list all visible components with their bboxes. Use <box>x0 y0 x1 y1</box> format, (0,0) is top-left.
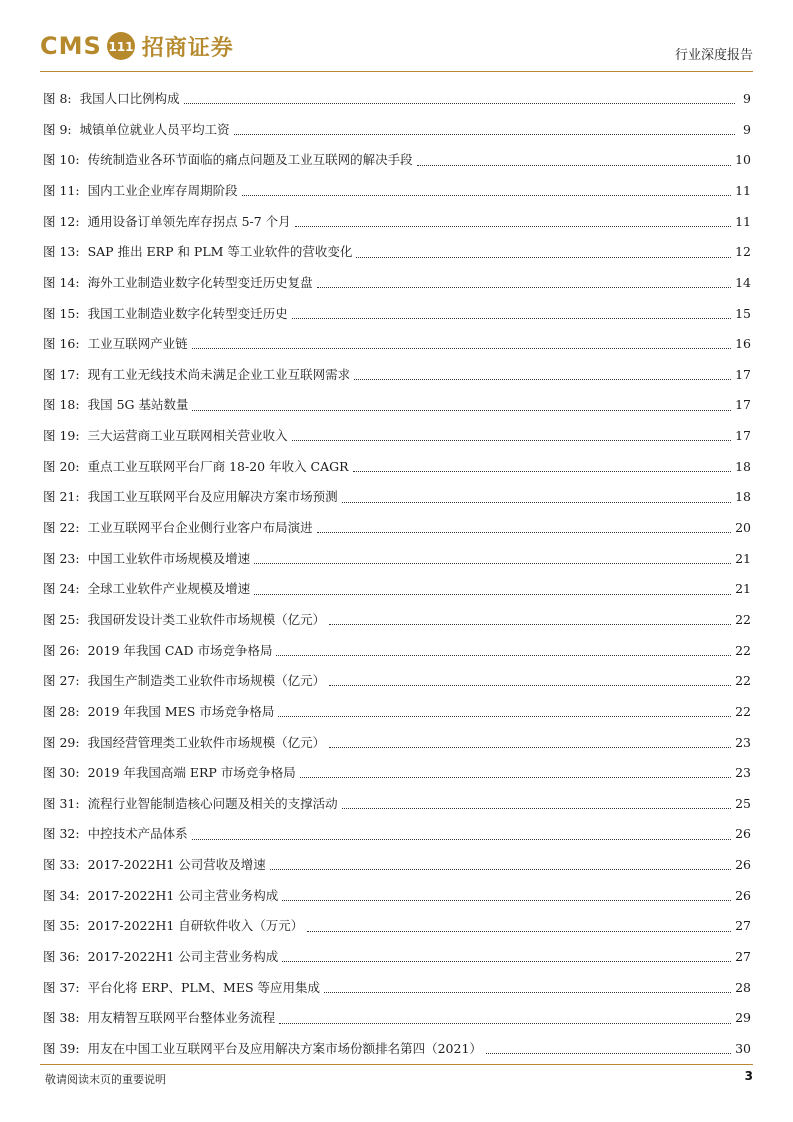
logo-text-cn: 招商证券 <box>141 34 234 61</box>
figure-title: SAP 推出 ERP 和 PLM 等工业软件的营收变化 <box>87 244 353 260</box>
toc-entry[interactable] <box>43 298 751 329</box>
figure-label: 图 21: <box>43 489 80 505</box>
figure-page-number: 11 <box>735 182 751 198</box>
toc-entry[interactable] <box>43 482 751 513</box>
figure-page-number: 9 <box>743 121 751 137</box>
figure-label: 图 17: <box>43 366 80 382</box>
page-header <box>40 28 753 72</box>
dot-leader <box>254 593 731 595</box>
figure-title: 三大运营商工业互联网相关营业收入 <box>87 428 288 444</box>
figure-label: 图 10: <box>43 152 80 168</box>
toc-entry[interactable] <box>43 268 751 299</box>
dot-leader <box>184 102 735 104</box>
dot-leader <box>292 317 731 319</box>
figure-page-number: 14 <box>735 274 751 290</box>
toc-entry[interactable] <box>43 666 751 697</box>
figure-label: 图 23: <box>43 550 80 566</box>
toc-entry[interactable] <box>43 973 751 1004</box>
figure-title: 全球工业软件产业规模及增速 <box>87 581 251 597</box>
dot-leader <box>234 133 735 135</box>
figure-label: 图 28: <box>43 703 80 719</box>
toc-entry[interactable] <box>43 176 751 207</box>
figure-page-number: 29 <box>735 1010 751 1026</box>
dot-leader <box>486 1052 731 1054</box>
figure-title: 2017-2022H1 公司主营业务构成 <box>87 949 279 964</box>
figure-title: 平台化将 ERP、PLM、MES 等应用集成 <box>87 979 320 995</box>
figure-page-number: 27 <box>735 949 751 964</box>
figure-page-number: 26 <box>735 857 751 873</box>
figure-label: 图 27: <box>43 673 80 689</box>
dot-leader <box>279 1022 731 1024</box>
figure-page-number: 28 <box>735 979 751 995</box>
figure-page-number: 18 <box>735 489 751 505</box>
figure-page-number: 17 <box>735 397 751 413</box>
toc-entry[interactable] <box>43 697 751 728</box>
figure-page-number: 17 <box>735 428 751 444</box>
figure-label: 图 24: <box>43 581 80 597</box>
toc-entry[interactable] <box>43 360 751 391</box>
figure-page-number: 27 <box>735 918 751 934</box>
figure-page-number: 10 <box>735 152 751 168</box>
figure-page-number: 11 <box>735 213 751 229</box>
report-type-label: 行业深度报告 <box>674 48 753 63</box>
figure-title: 用友在中国工业互联网平台及应用解决方案市场份额排名第四（2021） <box>87 1040 482 1056</box>
figure-page-number: 12 <box>735 244 751 260</box>
figure-page-number: 22 <box>735 642 751 658</box>
dot-leader <box>278 715 731 717</box>
figure-title: 我国人口比例构成 <box>79 91 180 107</box>
dot-leader <box>317 531 731 533</box>
toc-entry[interactable] <box>43 727 751 758</box>
figure-page-number: 26 <box>735 826 751 842</box>
toc-entry[interactable] <box>43 544 751 575</box>
toc-entry[interactable] <box>43 207 751 238</box>
dot-leader <box>295 225 731 227</box>
toc-entry[interactable] <box>43 911 751 942</box>
dot-leader <box>354 378 731 380</box>
figure-title: 我国经营管理类工业软件市场规模（亿元） <box>87 734 326 750</box>
toc-entry[interactable] <box>43 1034 751 1065</box>
figure-page-number: 20 <box>735 520 751 536</box>
dot-leader <box>192 838 731 840</box>
dot-leader <box>353 470 732 472</box>
figure-label: 图 8: <box>43 91 72 107</box>
toc-entry[interactable] <box>43 421 751 452</box>
figure-title: 现有工业无线技术尚未满足企业工业互联网需求 <box>87 366 351 382</box>
figure-label: 图 16: <box>43 336 80 352</box>
figure-label: 图 14: <box>43 274 80 290</box>
figure-title: 重点工业互联网平台厂商 18-20 年收入 CAGR <box>87 458 349 474</box>
figure-label: 图 9: <box>43 121 72 137</box>
figure-label: 图 13: <box>43 244 80 260</box>
toc-entry[interactable] <box>43 850 751 881</box>
figure-label: 图 22: <box>43 520 80 536</box>
cms-logo <box>40 28 234 64</box>
dot-leader <box>254 562 731 564</box>
figure-title: 工业互联网产业链 <box>87 336 188 352</box>
dot-leader <box>329 623 731 625</box>
toc-entry[interactable] <box>43 452 751 483</box>
dot-leader <box>282 960 731 962</box>
figure-label: 图 39: <box>43 1040 80 1056</box>
figure-page-number: 22 <box>735 703 751 719</box>
toc-entry[interactable] <box>43 758 751 789</box>
figure-list <box>43 84 751 1065</box>
logo-emblem-icon <box>106 31 136 61</box>
dot-leader <box>292 439 731 441</box>
figure-label: 图 19: <box>43 428 80 444</box>
dot-leader <box>307 930 731 932</box>
figure-title: 国内工业企业库存周期阶段 <box>87 182 238 198</box>
toc-entry[interactable] <box>43 789 751 820</box>
toc-entry[interactable] <box>43 145 751 176</box>
figure-label: 图 12: <box>43 213 80 229</box>
dot-leader <box>329 746 731 748</box>
figure-label: 图 32: <box>43 826 80 842</box>
figure-label: 图 35: <box>43 918 80 934</box>
figure-page-number: 18 <box>735 458 751 474</box>
figure-title: 用友精智互联网平台整体业务流程 <box>87 1010 276 1026</box>
dot-leader <box>300 776 731 778</box>
figure-label: 图 30: <box>43 765 80 781</box>
figure-label: 图 15: <box>43 305 80 321</box>
toc-entry[interactable] <box>43 574 751 605</box>
figure-title: 城镇单位就业人员平均工资 <box>79 121 230 137</box>
figure-title: 2017-2022H1 公司营收及增速 <box>87 857 266 873</box>
figure-title: 2017-2022H1 自研软件收入（万元） <box>87 918 304 934</box>
figure-title: 我国生产制造类工业软件市场规模（亿元） <box>87 673 326 689</box>
dot-leader <box>329 684 731 686</box>
figure-page-number: 21 <box>735 581 751 597</box>
toc-entry[interactable] <box>43 390 751 421</box>
figure-page-number: 22 <box>735 673 751 689</box>
toc-entry[interactable] <box>43 605 751 636</box>
figure-page-number: 16 <box>735 336 751 352</box>
footer-divider <box>40 1064 753 1065</box>
figure-title: 我国工业制造业数字化转型变迁历史 <box>87 305 288 321</box>
toc-entry[interactable] <box>43 881 751 912</box>
figure-title: 我国 5G 基站数量 <box>87 397 189 413</box>
figure-page-number: 25 <box>735 795 751 811</box>
toc-entry[interactable] <box>43 115 751 146</box>
figure-label: 图 25: <box>43 611 80 627</box>
figure-title: 工业互联网平台企业侧行业客户布局演进 <box>87 520 313 536</box>
figure-label: 图 34: <box>43 887 80 903</box>
figure-title: 中国工业软件市场规模及增速 <box>87 550 251 566</box>
logo-text-en: CMS <box>40 32 102 60</box>
figure-title: 我国工业互联网平台及应用解决方案市场预测 <box>87 489 338 505</box>
figure-page-number: 9 <box>743 91 751 107</box>
dot-leader <box>417 164 731 166</box>
figure-title: 流程行业智能制造核心问题及相关的支撑活动 <box>87 795 338 811</box>
toc-entry[interactable] <box>43 84 751 115</box>
figure-page-number: 30 <box>735 1040 751 1056</box>
page-number: 3 <box>744 1069 753 1083</box>
dot-leader <box>356 256 731 258</box>
figure-page-number: 26 <box>735 887 751 903</box>
toc-entry[interactable] <box>43 1003 751 1034</box>
figure-page-number: 21 <box>735 550 751 566</box>
figure-title: 通用设备订单领先库存拐点 5-7 个月 <box>87 213 291 229</box>
dot-leader <box>282 899 731 901</box>
toc-entry[interactable] <box>43 819 751 850</box>
figure-page-number: 22 <box>735 611 751 627</box>
figure-label: 图 11: <box>43 182 80 198</box>
dot-leader <box>242 194 731 196</box>
dot-leader <box>342 807 731 809</box>
svg-text:111: 111 <box>108 40 134 54</box>
dot-leader <box>324 991 731 993</box>
toc-entry[interactable] <box>43 942 751 973</box>
dot-leader <box>270 868 731 870</box>
figure-label: 图 38: <box>43 1010 80 1026</box>
figure-title: 海外工业制造业数字化转型变迁历史复盘 <box>87 274 313 290</box>
figure-title: 中控技术产品体系 <box>87 826 188 842</box>
toc-entry[interactable] <box>43 636 751 667</box>
dot-leader <box>342 501 731 503</box>
toc-entry[interactable] <box>43 513 751 544</box>
dot-leader <box>276 654 731 656</box>
figure-label: 图 33: <box>43 857 80 873</box>
figure-page-number: 23 <box>735 765 751 781</box>
figure-title: 我国研发设计类工业软件市场规模（亿元） <box>87 611 326 627</box>
dot-leader <box>192 409 731 411</box>
figure-title: 2019 年我国 MES 市场竞争格局 <box>87 703 275 719</box>
figure-label: 图 37: <box>43 979 80 995</box>
figure-title: 2017-2022H1 公司主营业务构成 <box>87 887 279 903</box>
figure-label: 图 29: <box>43 734 80 750</box>
header-divider <box>40 71 753 72</box>
figure-label: 图 36: <box>43 949 80 964</box>
figure-label: 图 31: <box>43 795 80 811</box>
footer-disclaimer: 敬请阅读末页的重要说明 <box>45 1073 166 1086</box>
figure-title: 2019 年我国高端 ERP 市场竞争格局 <box>87 765 296 781</box>
dot-leader <box>192 347 731 349</box>
figure-label: 图 26: <box>43 642 80 658</box>
figure-label: 图 18: <box>43 397 80 413</box>
dot-leader <box>317 286 731 288</box>
figure-page-number: 17 <box>735 366 751 382</box>
toc-entry[interactable] <box>43 237 751 268</box>
figure-title: 传统制造业各环节面临的痛点问题及工业互联网的解决手段 <box>87 152 413 168</box>
figure-label: 图 20: <box>43 458 80 474</box>
figure-page-number: 23 <box>735 734 751 750</box>
figure-page-number: 15 <box>735 305 751 321</box>
toc-entry[interactable] <box>43 329 751 360</box>
figure-title: 2019 年我国 CAD 市场竞争格局 <box>87 642 273 658</box>
